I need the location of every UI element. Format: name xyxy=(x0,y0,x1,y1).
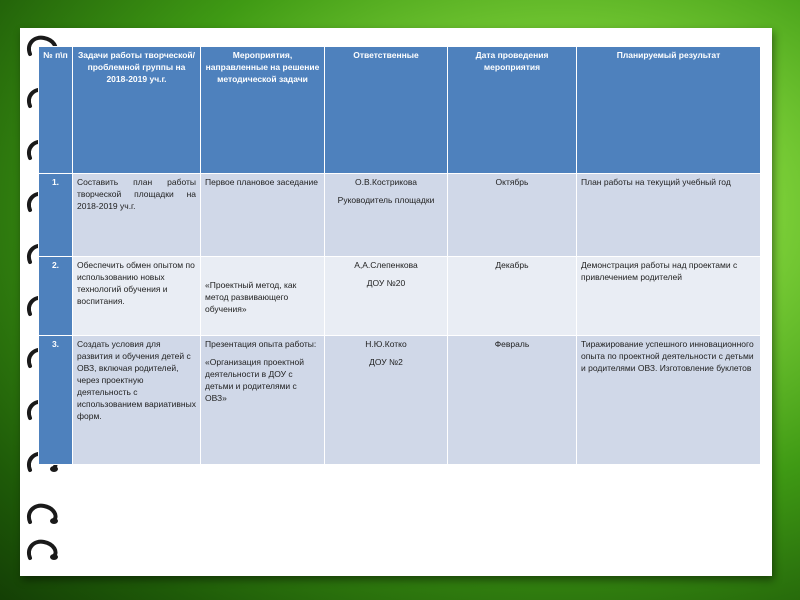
responsible-role: Руководитель площадки xyxy=(337,195,435,205)
responsible-org: ДОУ №2 xyxy=(369,357,403,367)
responsible-name: О.В.Кострикова xyxy=(355,177,417,187)
event-cell xyxy=(201,336,325,465)
work-plan-table xyxy=(38,46,761,465)
header-tasks: Задачи работы творческой/проблемной группы на 2018-2019 уч.г. xyxy=(73,47,201,174)
result-cell: Демонстрация работы над проектами с привлечением родителей xyxy=(577,257,761,336)
table-row xyxy=(39,174,761,257)
responsible-name: Н.Ю.Котко xyxy=(365,339,407,349)
header-events: Мероприятия, направленные на решение методической задачи xyxy=(201,47,325,174)
responsible-cell xyxy=(325,336,448,465)
table-row xyxy=(39,336,761,465)
header-date: Дата проведения мероприятия xyxy=(448,47,577,174)
responsible-org: ДОУ №20 xyxy=(366,278,406,288)
row-number: 1. xyxy=(39,174,73,257)
row-number: 2. xyxy=(39,257,73,336)
date-cell: Февраль xyxy=(448,336,577,465)
row-number: 3. xyxy=(39,336,73,465)
responsible-cell xyxy=(325,257,448,336)
event-cell xyxy=(201,257,325,336)
binder-ring-icon xyxy=(24,502,66,528)
responsible-cell xyxy=(325,174,448,257)
date-cell: Декабрь xyxy=(448,257,577,336)
result-cell: Тиражирование успешного инновационного опыта по проектной деятельности с детьми и родителями ОВЗ. Изготовление буклетов xyxy=(577,336,761,465)
task-cell: Обеспечить обмен опытом по использованию новых технологий обучения и воспитания. xyxy=(73,257,201,336)
event-cell: Первое плановое заседание xyxy=(201,174,325,257)
task-cell: Создать условия для развития и обучения детей с ОВЗ, включая родителей, через проектную деятельность с использованием вариативных форм. xyxy=(73,336,201,465)
table-header-row xyxy=(39,47,761,174)
event-intro: Презентация опыта работы: xyxy=(205,339,317,349)
binder-ring-icon xyxy=(24,538,66,564)
table-row xyxy=(39,257,761,336)
event-title: «Проектный метод, как метод развивающего обучения» xyxy=(205,280,297,314)
header-result: Планируемый результат xyxy=(577,47,761,174)
task-cell: Составить план работы творческой площадки на 2018-2019 уч.г. xyxy=(73,174,201,257)
header-responsible: Ответственные xyxy=(325,47,448,174)
notebook-page xyxy=(20,28,772,576)
responsible-name: А,А.Слепенкова xyxy=(354,260,418,270)
event-title: «Организация проектной деятельности в ДОУ с детьми и родителями с ОВЗ» xyxy=(205,357,305,403)
result-cell: План работы на текущий учебный год xyxy=(577,174,761,257)
header-number: № п\п xyxy=(39,47,73,174)
date-cell: Октябрь xyxy=(448,174,577,257)
